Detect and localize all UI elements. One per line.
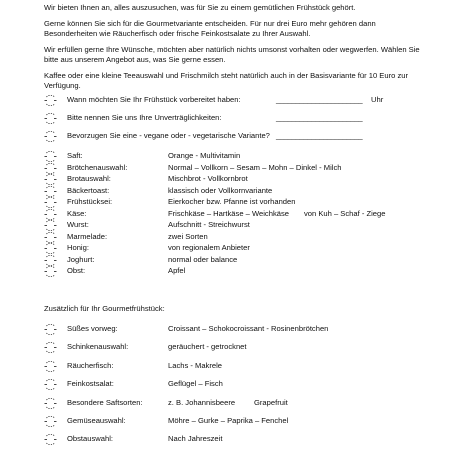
item-value: Lachs - Makrele: [168, 361, 223, 370]
intro-paragraph-4: Kaffee oder eine kleine Teeauswahl und Frischmilch steht natürlich auch in der Basisvariante für 10 Euro zur Verfügung.: [44, 71, 408, 90]
item-value: Mischbrot - Vollkornbrot: [168, 174, 248, 183]
item-value: Aufschnitt - Streichwurst: [168, 220, 250, 229]
gourmet-item-row: [44, 361, 434, 373]
item-value: geräuchert - getrocknet: [168, 342, 247, 351]
item-label: Käse:: [67, 209, 87, 218]
item-label: Feinkostsalat:: [67, 379, 114, 388]
checkbox-icon[interactable]: [44, 434, 57, 445]
item-extra: Grapefruit: [254, 398, 288, 407]
checkbox-icon[interactable]: [44, 95, 57, 106]
answer-blank[interactable]: ______________________: [276, 131, 363, 140]
item-label: Frühstücksei:: [67, 197, 113, 206]
question-label: Wann möchten Sie Ihr Frühstück vorbereitet haben:: [67, 95, 241, 104]
checkbox-icon[interactable]: [44, 255, 57, 266]
item-label: Wurst:: [67, 220, 89, 229]
question-row: [44, 113, 434, 125]
item-value: Normal – Vollkorn – Sesam – Mohn – Dinkel - Milch: [168, 163, 342, 172]
checkbox-icon[interactable]: [44, 324, 57, 335]
checkbox-icon[interactable]: [44, 131, 57, 142]
item-label: Schinkenauswahl:: [67, 342, 129, 351]
checkbox-icon[interactable]: [44, 361, 57, 372]
item-extra: von Kuh – Schaf - Ziege: [304, 209, 386, 218]
item-value: klassisch oder Vollkornvariante: [168, 186, 273, 195]
question-label: Bevorzugen Sie eine - vegane oder - vegetarische Variante?: [67, 131, 270, 140]
item-value: normal oder balance: [168, 255, 238, 264]
item-label: Obst:: [67, 266, 86, 275]
item-value: Eierkocher bzw. Pfanne ist vorhanden: [168, 197, 296, 206]
answer-suffix: Uhr: [371, 95, 384, 104]
item-label: Räucherfisch:: [67, 361, 114, 370]
gourmet-heading: Zusätzlich für Ihr Gourmetfrühstück:: [44, 304, 165, 313]
intro-paragraph-2: Gerne können Sie sich für die Gourmetvariante entscheiden. Für nur drei Euro mehr gehören dann Besonderheiten wie Räucherfisch oder frische Feinkostsalate zu Ihrer Auswahl.: [44, 19, 376, 38]
checkbox-icon[interactable]: [44, 416, 57, 427]
item-label: Besondere Saftsorten:: [67, 398, 143, 407]
checkbox-icon[interactable]: [44, 197, 57, 208]
item-label: Süßes vorweg:: [67, 324, 118, 333]
gourmet-item-row: [44, 324, 434, 336]
intro-paragraph-1: Wir bieten Ihnen an, alles auszusuchen, was für Sie zu einem gemütlichen Frühstück gehört.: [44, 3, 356, 12]
basic-item-row: [44, 197, 434, 209]
item-label: Obstauswahl:: [67, 434, 114, 443]
basic-item-row: [44, 151, 434, 163]
gourmet-item-row: [44, 379, 434, 391]
checkbox-icon[interactable]: [44, 266, 57, 277]
item-value: Frischkäse – Hartkäse – Weichkäse: [168, 209, 289, 218]
intro-paragraph-3: Wir erfüllen gerne Ihre Wünsche, möchten aber natürlich nichts umsonst vorhalten oder wegwerfen. Wählen Sie bitte aus unserem Angebot aus, was Sie gerne essen.: [44, 45, 420, 64]
question-label: Bitte nennen Sie uns Ihre Unverträglichkeiten:: [67, 113, 222, 122]
item-label: Brötchenauswahl:: [67, 163, 128, 172]
gourmet-item-row: [44, 342, 434, 354]
item-label: Gemüseauswahl:: [67, 416, 126, 425]
checkbox-icon[interactable]: [44, 398, 57, 409]
basic-item-row: [44, 243, 434, 255]
checkbox-icon[interactable]: [44, 186, 57, 197]
checkbox-icon[interactable]: [44, 342, 57, 353]
question-row: [44, 131, 434, 143]
checkbox-icon[interactable]: [44, 220, 57, 231]
item-value: von regionalem Anbieter: [168, 243, 250, 252]
item-value: z. B. Johannisbeere: [168, 398, 236, 407]
item-value: Geflügel – Fisch: [168, 379, 223, 388]
answer-blank[interactable]: ______________________: [276, 113, 363, 122]
item-value: Apfel: [168, 266, 186, 275]
question-row: [44, 95, 434, 107]
gourmet-item-row: [44, 434, 434, 446]
item-value: zwei Sorten: [168, 232, 208, 241]
checkbox-icon[interactable]: [44, 209, 57, 220]
item-value: Nach Jahreszeit: [168, 434, 223, 443]
item-label: Honig:: [67, 243, 89, 252]
item-label: Brotauswahl:: [67, 174, 111, 183]
item-label: Saft:: [67, 151, 83, 160]
item-value: Croissant – Schokocroissant - Rosinenbrötchen: [168, 324, 329, 333]
item-label: Bäckertoast:: [67, 186, 110, 195]
basic-item-row: [44, 220, 434, 232]
gourmet-item-row: [44, 398, 434, 410]
checkbox-icon[interactable]: [44, 232, 57, 243]
checkbox-icon[interactable]: [44, 163, 57, 174]
gourmet-item-row: [44, 416, 434, 428]
answer-blank[interactable]: ______________________: [276, 95, 363, 104]
checkbox-icon[interactable]: [44, 174, 57, 185]
basic-item-row: [44, 174, 434, 186]
checkbox-icon[interactable]: [44, 113, 57, 124]
item-value: Orange - Multivitamin: [168, 151, 241, 160]
item-label: Marmelade:: [67, 232, 108, 241]
item-value: Möhre – Gurke – Paprika – Fenchel: [168, 416, 289, 425]
intro-text: [44, 3, 424, 90]
basic-item-row: [44, 266, 434, 278]
checkbox-icon[interactable]: [44, 243, 57, 254]
checkbox-icon[interactable]: [44, 151, 57, 162]
item-label: Joghurt:: [67, 255, 95, 264]
checkbox-icon[interactable]: [44, 379, 57, 390]
